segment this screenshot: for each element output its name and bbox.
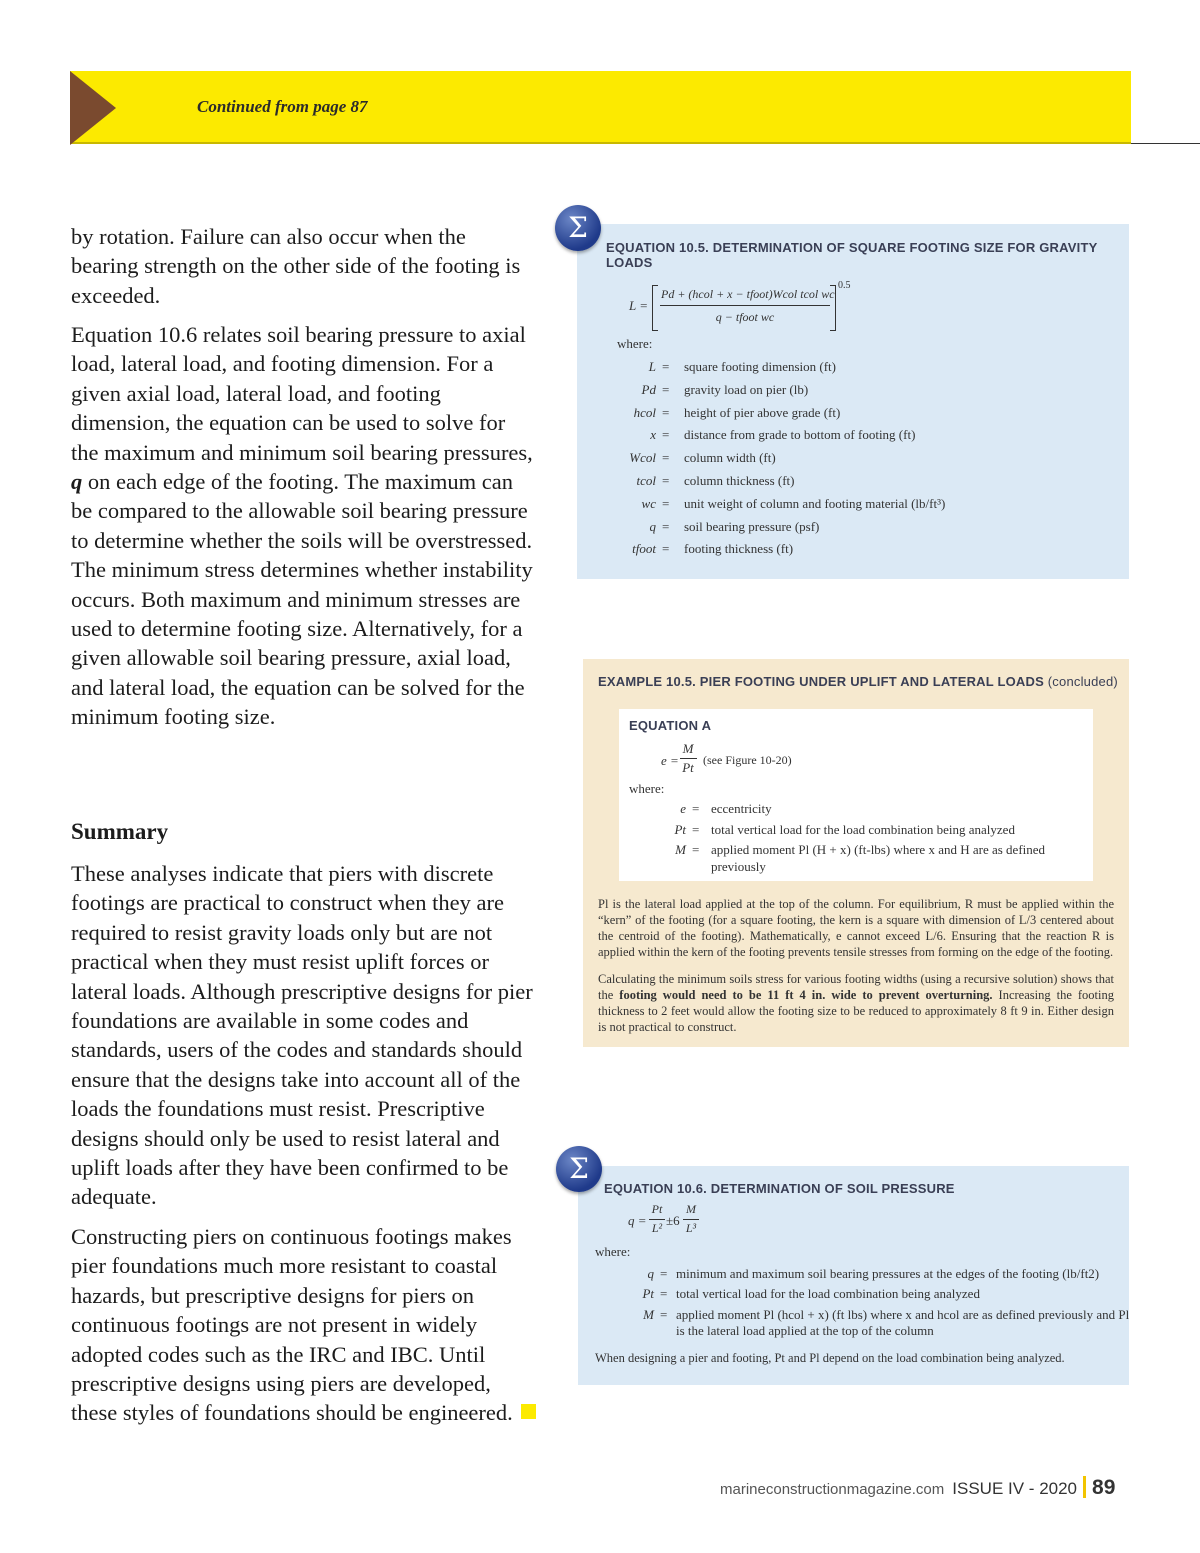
banner-arrow-icon [70, 71, 116, 145]
definition-text: applied moment Pl (hcol + x) (ft lbs) where x and hcol are as defined previously and Pl [676, 1306, 1130, 1322]
eq106-f1-denominator: L² [651, 1221, 663, 1235]
eq105-denominator: q − tfoot wc [715, 310, 775, 324]
page-footer [720, 1476, 1115, 1500]
definition-symbol: Pd [641, 381, 656, 397]
footer-website: marineconstructionmagazine.com [720, 1481, 945, 1498]
example-title-suffix: (concluded) [1047, 674, 1118, 689]
continued-from-label: Continued from page 87 [197, 97, 368, 116]
paragraph-text: These analyses indicate that piers with discrete footings are practical to construct when they are required to resist gravity loads only but are not practical when they must resist uplift forces or lateral loads. Although prescriptive designs for pier foundations are available in some codes and standards, users of the codes and standards should ensure that the designs take into account all of the loads the foundations must resist. Prescriptive designs should only be used to resist lateral and uplift loads after they have been confirmed to be adequate. [71, 861, 533, 1210]
q-variable: q [71, 469, 83, 495]
sigma-icon: Σ [556, 1146, 602, 1192]
definition-text: is the lateral load applied at the top of the column [676, 1322, 934, 1338]
overturning-conclusion: footing would need to be 11 ft 4 in. wide to prevent overturning. [619, 988, 993, 1002]
eq105-exponent: 0.5 [838, 280, 851, 291]
eq105-where: where: [617, 336, 653, 351]
definition-text: column width (ft) [684, 450, 776, 466]
header-rule [1131, 143, 1200, 144]
definition-symbol: x [650, 427, 656, 443]
eq105-bracket-right [830, 285, 836, 331]
paragraph-text: Constructing piers on continuous footings makes pier foundations much more resistant to coastal hazards, but prescriptive designs for piers on continuous footings are not present in widely adopted codes such as the IRC and IBC. Until prescriptive designs using piers are developed, these styles of foundations should be engineered. [71, 1224, 513, 1426]
eq105-numerator: Pd + (hcol + x − tfoot)Wcol tcol wc [661, 287, 835, 301]
definition-equals: = [662, 541, 670, 557]
example-10-5-title: EXAMPLE 10.5. PIER FOOTING UNDER UPLIFT AND LATERAL LOADS (concluded) [598, 674, 1118, 689]
definition-text: applied moment Pl (H + x) (ft-lbs) where x and H are as defined [711, 842, 1046, 858]
eqA-denominator: Pt [682, 760, 694, 775]
eq106-lhs: q = [628, 1213, 647, 1228]
body-paragraph-4 [71, 1222, 536, 1428]
eq106-f2-denominator: L³ [685, 1221, 697, 1235]
summary-heading: Summary [71, 819, 169, 844]
definition-equals: = [662, 518, 670, 534]
definition-equals: = [662, 473, 670, 488]
definition-symbol: wc [641, 495, 656, 511]
definition-equals: = [692, 821, 700, 837]
definition-symbol: M [643, 1306, 654, 1322]
definition-text: eccentricity [711, 801, 772, 816]
definition-equals: = [662, 495, 670, 511]
sigma-icon: Σ [555, 205, 601, 251]
end-mark-icon [521, 1404, 536, 1419]
definition-equals: = [662, 359, 670, 374]
definition-text: gravity load on pier (lb) [684, 381, 809, 397]
eq106-note: When designing a pier and footing, Pt and Pl depend on the load combination being analyzed. [595, 1351, 1065, 1365]
definition-symbol: hcol [633, 404, 656, 420]
definition-symbol: M [675, 842, 686, 858]
equation-a-title: EQUATION A [629, 718, 712, 733]
definition-symbol: Pt [674, 821, 686, 837]
definition-text: footing thickness (ft) [684, 541, 794, 557]
eq106-f1-numerator: Pt [651, 1202, 663, 1216]
definition-equals: = [662, 404, 670, 420]
definition-symbol: Pt [642, 1286, 654, 1302]
definition-text: minimum and maximum soil bearing pressures at the edges of the footing (lb/ft2) [676, 1266, 1100, 1281]
definition-symbol: e [680, 801, 686, 816]
definition-symbol: Wcol [629, 450, 656, 466]
definition-symbol: tfoot [632, 541, 656, 557]
eqA-numerator: M [682, 741, 694, 756]
body-paragraph-2 [71, 320, 536, 732]
paragraph-text: by rotation. Failure can also occur when the bearing strength on the other side of the footing is exceeded. [71, 224, 521, 308]
definition-text: distance from grade to bottom of footing (ft) [684, 427, 916, 443]
example-paragraph-2: Calculating the minimum soils stress for various footing widths (using a recursive solution) shows that the footing would need to be 11 ft 4 in. wide to prevent overturning. Increasing the footing thickness to 2 feet would allow the footing size to be reduced to approximately 8 ft 9 in. Either design is not practical to construct. [598, 972, 1114, 1034]
definition-equals: = [662, 381, 670, 397]
eq106-f2-numerator: M [686, 1202, 696, 1216]
definition-symbol: q [649, 518, 656, 534]
example-paragraph-1: Pl is the lateral load applied at the top of the column. For equilibrium, R must be applied within the “kern” of the footing (for a square footing, the kern is a square with dimension of L/3 centered about the centroid of the footing). Mathematically, e cannot exceed L/6. Ensuring that the reaction R is applied within the kern of the footing prevents tensile stresses from forming on the edge of the footing. [598, 897, 1114, 959]
definition-equals: = [662, 450, 670, 466]
eq106-f2-bar [683, 1219, 699, 1220]
definition-symbol: q [647, 1266, 654, 1281]
eq105-lhs: L = [629, 298, 649, 313]
definition-text: square footing dimension (ft) [684, 359, 836, 374]
definition-equals: = [660, 1266, 668, 1281]
definition-symbol: L [648, 359, 656, 374]
definition-text: height of pier above grade (ft) [684, 404, 841, 420]
definition-text: soil bearing pressure (psf) [684, 518, 820, 534]
definition-text: total vertical load for the load combination being analyzed [711, 821, 1015, 837]
footer-divider [1083, 1476, 1086, 1498]
body-paragraph-1 [71, 222, 536, 310]
footer-issue: ISSUE IV - 2020 [952, 1479, 1078, 1498]
definition-equals: = [692, 801, 700, 816]
definition-equals: = [662, 427, 670, 443]
definition-text: total vertical load for the load combination being analyzed [676, 1286, 980, 1302]
eqA-where: where: [629, 781, 665, 796]
page-number: 89 [1092, 1476, 1116, 1499]
body-paragraph-3 [71, 859, 536, 1212]
equation-10-5-title: EQUATION 10.5. DETERMINATION OF SQUARE FOOTING SIZE FOR GRAVITY LOADS [606, 240, 1098, 270]
definition-text: previously [711, 859, 766, 875]
definition-equals: = [660, 1306, 668, 1322]
definition-equals: = [660, 1286, 668, 1302]
definition-equals: = [692, 842, 700, 858]
definition-symbol: tcol [636, 473, 656, 488]
definition-text: unit weight of column and footing material (lb/ft³) [684, 495, 946, 511]
eq106-plus-minus: ±6 [666, 1213, 680, 1228]
eq105-bracket-left [652, 285, 658, 331]
equation-10-5-box [577, 224, 1129, 579]
eqA-note: (see Figure 10-20) [703, 753, 792, 767]
eq106-where: where: [595, 1244, 631, 1259]
paragraph-text: on each edge of the footing. The maximum can be compared to the allowable soil bearing pressure to determine whether the soils will be overstressed. The minimum stress determines whether instability occurs. Both maximum and minimum stresses are used to determine footing size. Alternatively, for a given allowable soil bearing pressure, axial load, and lateral load, the equation can be solved for the minimum footing size. [71, 469, 533, 730]
paragraph-text: Equation 10.6 relates soil bearing pressure to axial load, lateral load, and footing dimension. For a given axial load, lateral load, and footing dimension, the equation can be used to solve for the maximum and minimum soil bearing pressures, [71, 322, 533, 465]
eq106-f1-bar [649, 1219, 665, 1220]
eqA-lhs: e = [661, 753, 679, 768]
banner-underline [70, 142, 1131, 144]
eqA-fraction-bar [680, 758, 697, 759]
eq105-fraction-bar [660, 305, 830, 306]
definition-text: column thickness (ft) [684, 473, 795, 488]
equation-10-6-title: EQUATION 10.6. DETERMINATION OF SOIL PRESSURE [604, 1181, 955, 1196]
